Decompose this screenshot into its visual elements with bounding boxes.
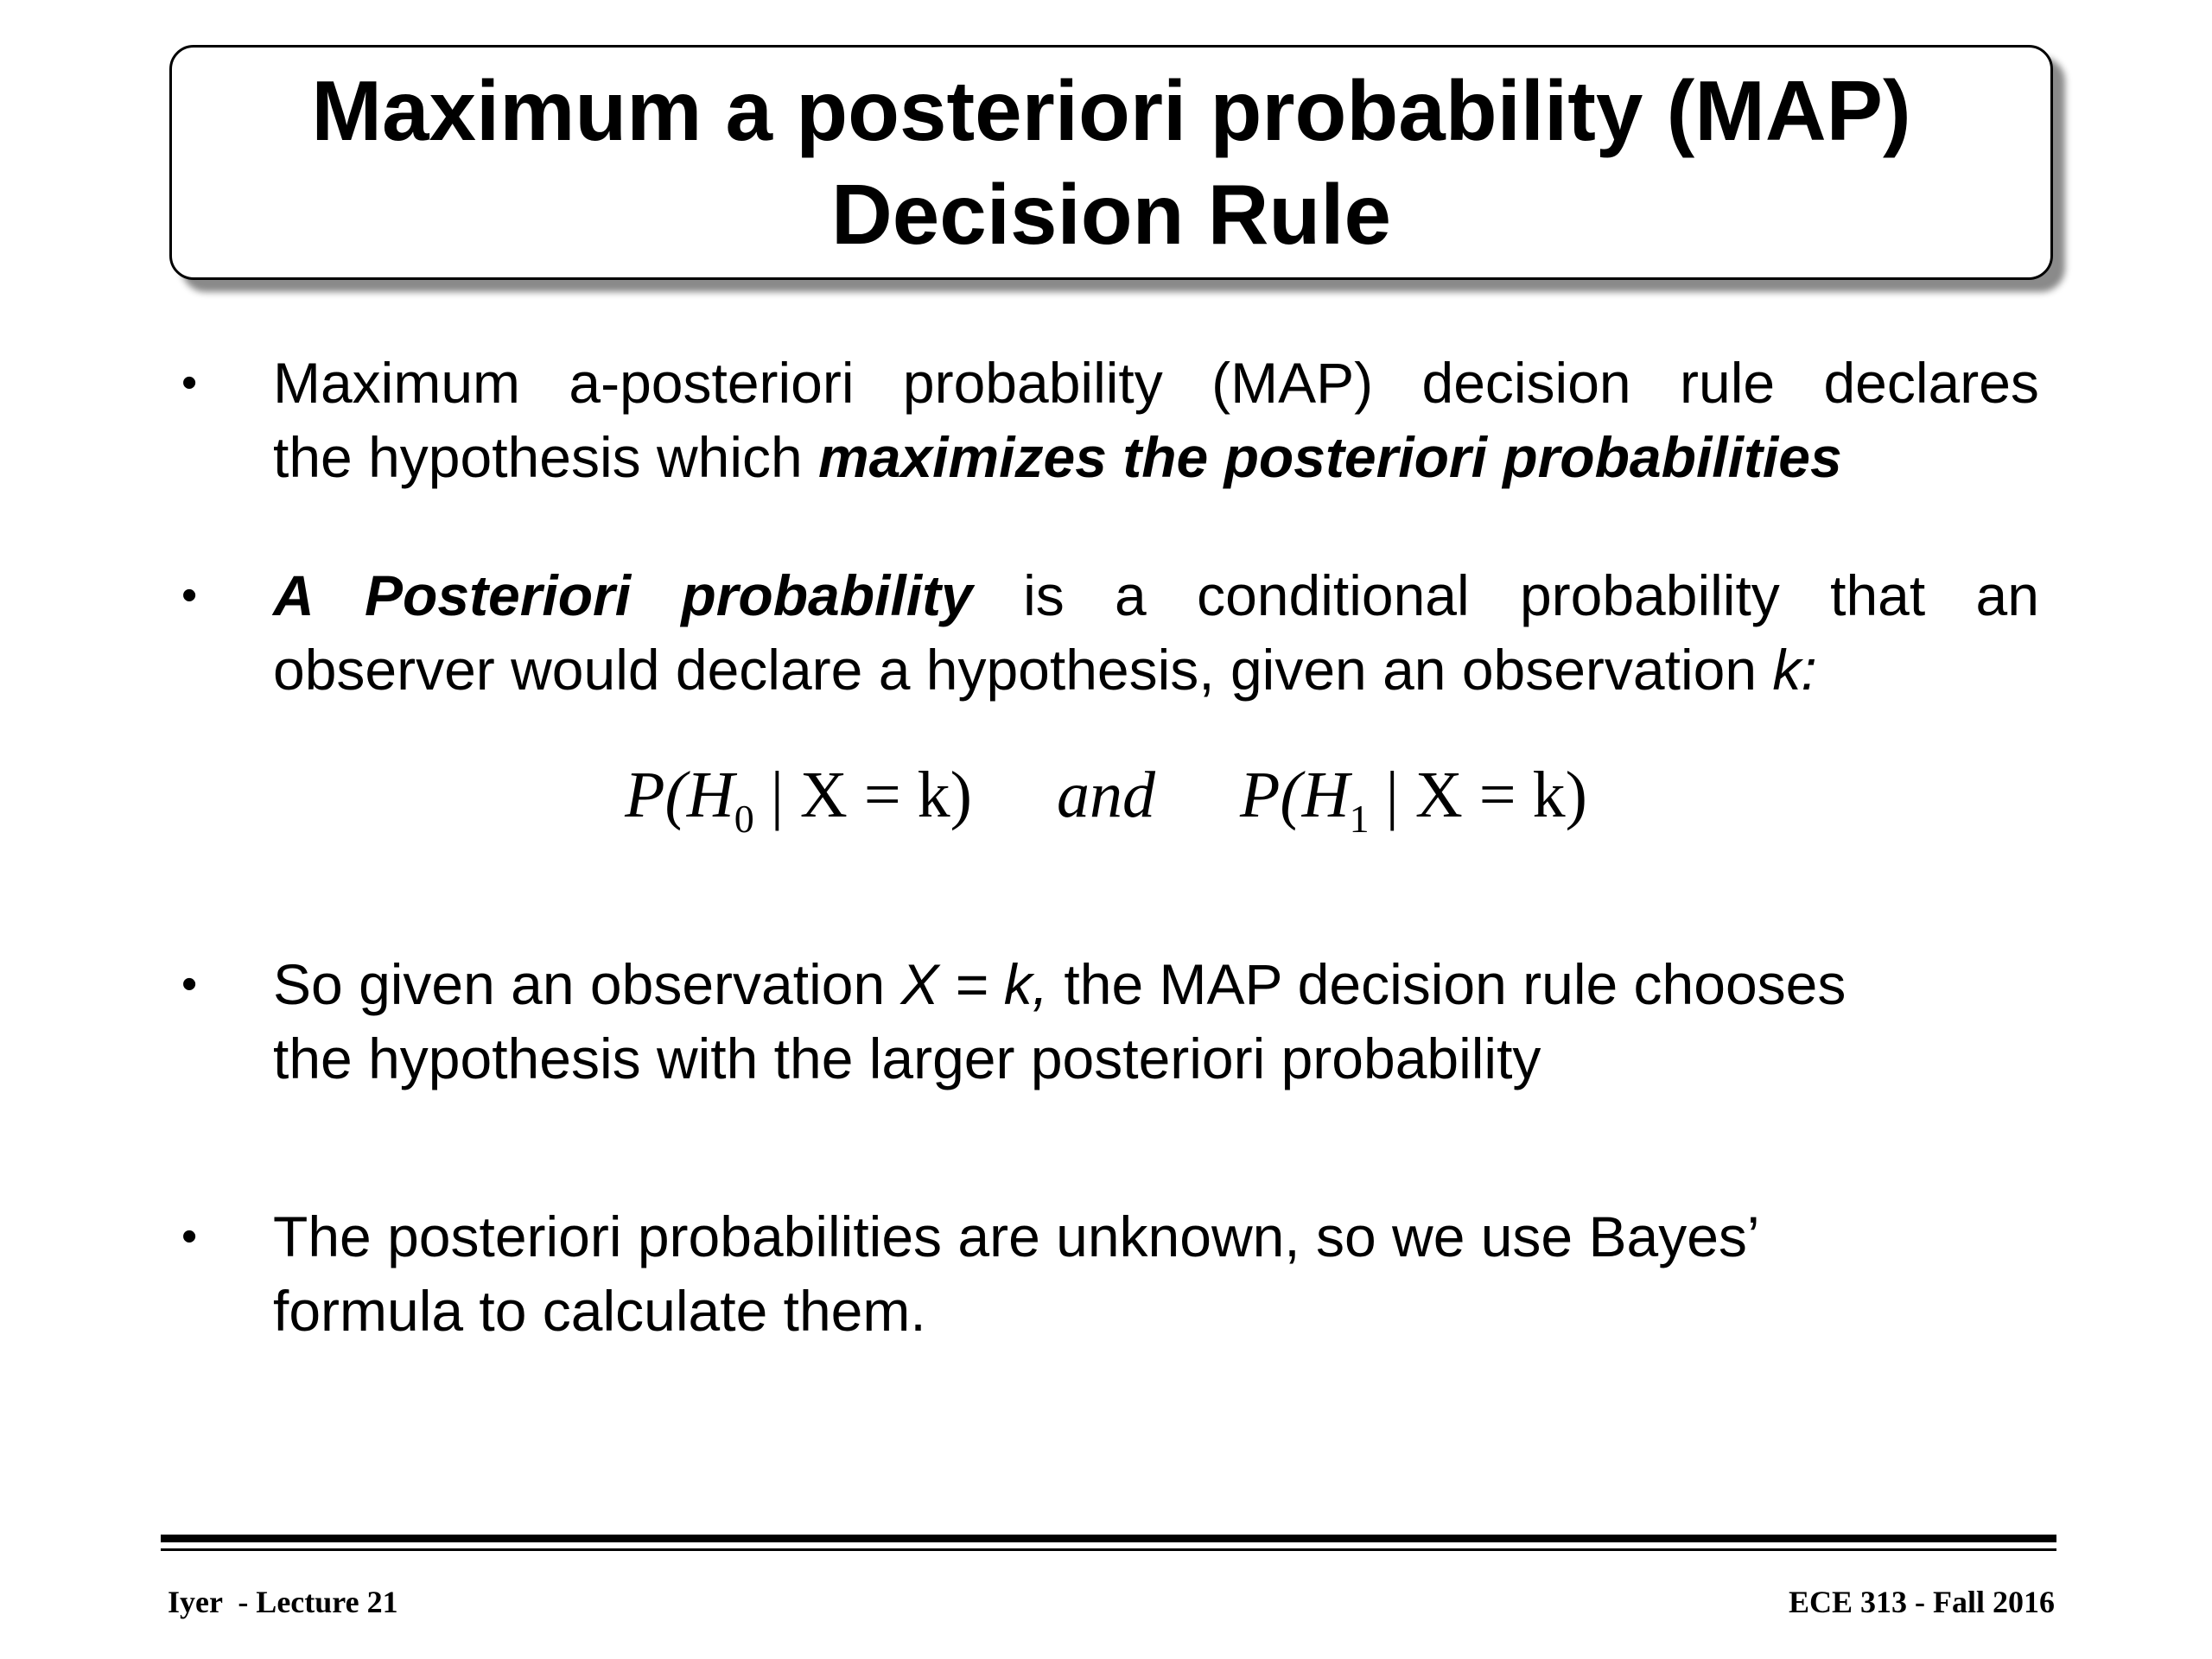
word: decision xyxy=(1421,351,1631,415)
word: rule xyxy=(1680,351,1776,415)
bullet-2-text: observer would declare a hypothesis, given an observation xyxy=(273,638,1773,702)
bullet-3 xyxy=(181,947,2039,1096)
bullet-4-line-1: The posteriori probabilities are unknown, so we use Bayes’ xyxy=(273,1205,1760,1268)
bullet-dot: • xyxy=(181,1211,198,1262)
bullet-3-emphasis: X = k, xyxy=(900,952,1049,1016)
word: declares xyxy=(1823,351,2039,415)
slide-title-line-1: Maximum a posteriori probability (MAP) xyxy=(311,63,1911,158)
eq-left-pre: P(H xyxy=(625,759,734,831)
bullet-2-line-2 xyxy=(273,632,2039,707)
word: Maximum xyxy=(273,351,521,415)
bullet-1 xyxy=(181,346,2039,494)
word: is xyxy=(1023,563,1065,627)
slide-title-box xyxy=(169,45,2053,280)
word: a-posteriori xyxy=(569,351,855,415)
footer-left: Iyer - Lecture 21 xyxy=(168,1585,398,1619)
bullet-1-line-2 xyxy=(273,420,2039,494)
eq-right-pre: P(H xyxy=(1240,759,1350,831)
bullet-dot: • xyxy=(181,959,198,1009)
word: a xyxy=(1115,563,1147,627)
bullet-dot: • xyxy=(181,358,198,408)
bullet-2-line-1 xyxy=(273,558,2039,632)
footer-divider-thin xyxy=(161,1548,2056,1551)
slide-title-line-2: Decision Rule xyxy=(830,167,1392,262)
emphasis-word: A xyxy=(273,563,315,627)
eq-left-post: | X = k) xyxy=(753,759,972,831)
word: conditional xyxy=(1197,563,1470,627)
bullet-3-text: So given an observation xyxy=(273,952,901,1016)
word: an xyxy=(1975,563,2039,627)
bullet-2-emphasis: k: xyxy=(1772,638,1817,702)
eq-right-subscript: 1 xyxy=(1349,797,1370,841)
bullet-1-emphasis: maximizes the posteriori probabilities xyxy=(818,425,1842,489)
bullet-4-line-2: formula to calculate them. xyxy=(273,1279,926,1343)
posterior-equation xyxy=(0,752,2212,841)
eq-left-subscript: 0 xyxy=(734,797,754,841)
eq-connector: and xyxy=(1057,759,1155,831)
eq-right-post: | X = k) xyxy=(1369,759,1587,831)
footer-divider-thick xyxy=(161,1535,2056,1542)
bullet-1-text: the hypothesis which xyxy=(273,425,819,489)
bullet-1-line-1 xyxy=(273,346,2039,420)
bullet-dot: • xyxy=(181,570,198,620)
word: that xyxy=(1830,563,1926,627)
word: probability xyxy=(902,351,1163,415)
emphasis-word: probability xyxy=(681,563,973,627)
bullet-3-text-rest: the MAP decision rule chooses xyxy=(1048,952,1847,1016)
word: (MAP) xyxy=(1211,351,1374,415)
word: probability xyxy=(1519,563,1780,627)
bullet-3-line-2: the hypothesis with the larger posteriori probability xyxy=(273,1027,1541,1090)
footer-right: ECE 313 - Fall 2016 xyxy=(1788,1585,2055,1619)
bullet-4 xyxy=(181,1199,2039,1348)
bullet-2 xyxy=(181,558,2039,707)
bullet-3-line-1 xyxy=(273,947,2039,1021)
emphasis-word: Posteriori xyxy=(364,563,632,627)
